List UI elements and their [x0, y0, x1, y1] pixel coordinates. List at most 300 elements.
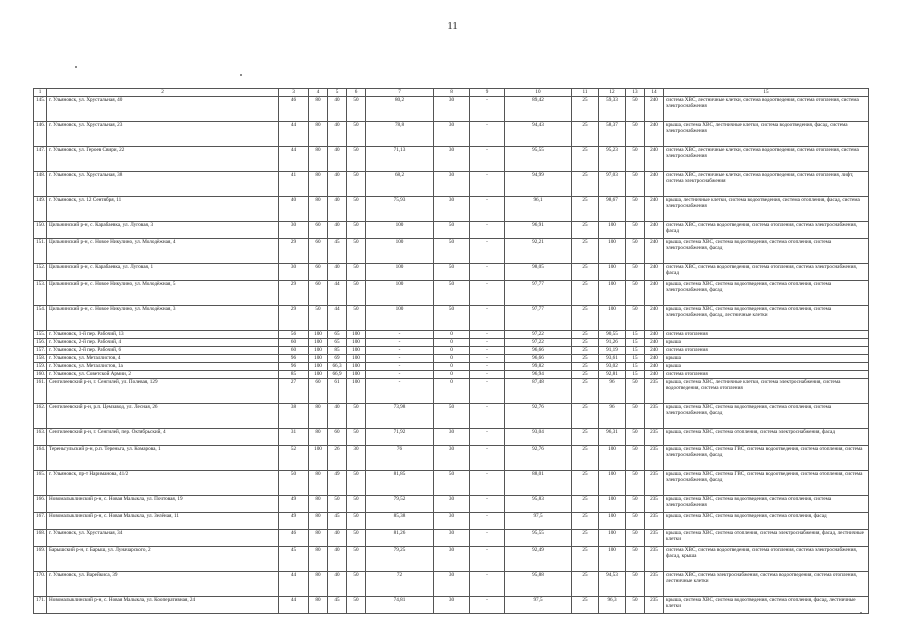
value-cell: 96,3 [599, 597, 626, 614]
value-cell: 40 [328, 172, 347, 197]
works-cell: крыша, система ХВС, система ГВС, система водоотведения, система отопления, система электроснабжения, фасад [664, 446, 869, 471]
value-cell: 85 [328, 347, 347, 355]
value-cell: - [470, 355, 505, 363]
value-cell: 100 [599, 513, 626, 530]
value-cell: - [470, 513, 505, 530]
address-cell: Сенгилеевский р-н, р.п. Цемзавод, ул. Лесная, 26 [47, 404, 279, 429]
value-cell: 60 [328, 429, 347, 446]
table-row [34, 147, 869, 172]
value-cell: 50 [626, 429, 645, 446]
value-cell: 97,22 [505, 339, 572, 347]
row-number: 158. [34, 355, 47, 363]
value-cell: 30 [434, 496, 470, 513]
value-cell: 100 [599, 222, 626, 239]
row-number: 159. [34, 363, 47, 371]
value-cell: 66,9 [328, 371, 347, 379]
value-cell: 44 [328, 281, 347, 306]
value-cell: 25 [572, 597, 599, 614]
value-cell: 240 [645, 371, 664, 379]
value-cell: 50 [626, 404, 645, 429]
column-number: 15 [664, 89, 869, 97]
value-cell: 50 [626, 222, 645, 239]
table-row [34, 547, 869, 572]
value-cell: 25 [572, 97, 599, 122]
value-cell: 40 [328, 547, 347, 572]
works-cell: система отопления [664, 371, 869, 379]
value-cell: 45 [328, 239, 347, 264]
value-cell: 97,5 [505, 597, 572, 614]
value-cell: 25 [572, 513, 599, 530]
value-cell: 235 [645, 471, 664, 496]
table-row [34, 172, 869, 197]
value-cell: 40 [328, 222, 347, 239]
value-cell: - [470, 547, 505, 572]
value-cell: 40 [328, 147, 347, 172]
value-cell: 94,43 [505, 122, 572, 147]
value-cell: 25 [572, 339, 599, 347]
table-row [34, 429, 869, 446]
value-cell: - [470, 97, 505, 122]
value-cell: 25 [572, 547, 599, 572]
value-cell: 50 [347, 306, 366, 331]
value-cell: 79,52 [366, 496, 434, 513]
column-number: 12 [599, 89, 626, 97]
value-cell: 31 [279, 429, 309, 446]
value-cell: 94,53 [599, 572, 626, 597]
value-cell: 89,42 [505, 97, 572, 122]
value-cell: 0 [434, 339, 470, 347]
column-number: 14 [645, 89, 664, 97]
value-cell: - [470, 147, 505, 172]
value-cell: 50 [626, 496, 645, 513]
value-cell: 80 [309, 597, 328, 614]
value-cell: 0 [434, 379, 470, 404]
value-cell: 25 [572, 355, 599, 363]
value-cell: 240 [645, 331, 664, 339]
value-cell: 15 [626, 339, 645, 347]
value-cell: 72 [366, 572, 434, 597]
works-cell: крыша, система ХВС, система водоотведения, система отопления, фасад, лестничные клетки [664, 597, 869, 614]
value-cell: 25 [572, 331, 599, 339]
value-cell: 50 [347, 147, 366, 172]
works-cell: система ХВС, система электроснабжения, система водоотведения, система отопления, лестничные клетки [664, 572, 869, 597]
table-row [34, 572, 869, 597]
value-cell: 66,3 [328, 363, 347, 371]
scan-speck [240, 74, 242, 76]
value-cell: 44 [328, 306, 347, 331]
value-cell: 60 [279, 347, 309, 355]
value-cell: 29 [279, 281, 309, 306]
value-cell: 25 [572, 222, 599, 239]
value-cell: 60 [279, 339, 309, 347]
value-cell: 50 [626, 147, 645, 172]
value-cell: - [470, 339, 505, 347]
value-cell: 88,01 [505, 471, 572, 496]
value-cell: 25 [572, 197, 599, 222]
row-number: 169. [34, 547, 47, 572]
value-cell: 75,93 [366, 197, 434, 222]
address-cell: г. Ульяновск, ул. Советской Армии, 2 [47, 371, 279, 379]
value-cell: - [470, 197, 505, 222]
works-cell: крыша, система ХВС, система водоотведения, система отопления, система электроснабжения [664, 496, 869, 513]
value-cell: 30 [434, 172, 470, 197]
works-cell: система ХВС, лестничные клетки, система водоотведения, система отопления, лифт, система электроснабжения [664, 172, 869, 197]
value-cell: 71,13 [366, 147, 434, 172]
column-number: 9 [470, 89, 505, 97]
value-cell: 50 [347, 172, 366, 197]
value-cell: 100 [599, 496, 626, 513]
value-cell: 76 [366, 446, 434, 471]
value-cell: 100 [347, 347, 366, 355]
value-cell: 95,88 [505, 572, 572, 597]
value-cell: 87,48 [505, 379, 572, 404]
value-cell: 81,85 [366, 471, 434, 496]
address-cell: г. Ульяновск, 2-й пер. Рабочий, 4 [47, 339, 279, 347]
value-cell: 100 [347, 355, 366, 363]
table-row [34, 404, 869, 429]
value-cell: 58,37 [599, 122, 626, 147]
value-cell: 0 [434, 347, 470, 355]
row-number: 145. [34, 97, 47, 122]
table-row [34, 471, 869, 496]
row-number: 163. [34, 429, 47, 446]
address-cell: г. Ульяновск, ул. Металлистов, 4 [47, 355, 279, 363]
value-cell: - [470, 363, 505, 371]
page-number: 11 [447, 20, 458, 32]
value-cell: 96,94 [505, 371, 572, 379]
value-cell: 50 [626, 264, 645, 281]
value-cell: 50 [626, 172, 645, 197]
value-cell: - [366, 347, 434, 355]
value-cell: - [470, 371, 505, 379]
address-cell: Новомалыклинский р-н, с. Новая Малыкла, ул. Кооперативная, 24 [47, 597, 279, 614]
value-cell: 50 [626, 572, 645, 597]
works-cell: крыша, лестничные клетки, система водоотведения, система отопления, фасад, система электроснабжения [664, 197, 869, 222]
value-cell: 25 [572, 363, 599, 371]
value-cell: 235 [645, 547, 664, 572]
works-cell: система ХВС, лестничные клетки, система водоотведения, система отопления, система электроснабжения [664, 147, 869, 172]
value-cell: 69 [328, 355, 347, 363]
table-row [34, 446, 869, 471]
value-cell: 25 [572, 379, 599, 404]
value-cell: 91,19 [599, 347, 626, 355]
address-cell: Цильнинский р-н, с. Новое Никулино, ул. Молодёжная, 3 [47, 306, 279, 331]
value-cell: 100 [309, 331, 328, 339]
value-cell: 50 [347, 513, 366, 530]
value-cell: 235 [645, 597, 664, 614]
value-cell: 90,55 [599, 331, 626, 339]
value-cell: 240 [645, 281, 664, 306]
address-cell: г. Ульяновск, 2-й пер. Рабочий, 6 [47, 347, 279, 355]
address-cell: г. Ульяновск, ул. Хрустальная, 40 [47, 97, 279, 122]
address-cell: г. Ульяновск, ул. 12 Сентября, 11 [47, 197, 279, 222]
scan-speck [75, 66, 77, 68]
row-number: 153. [34, 281, 47, 306]
value-cell: 50 [626, 97, 645, 122]
value-cell: 80 [309, 197, 328, 222]
value-cell: 99,82 [505, 363, 572, 371]
value-cell: 92,49 [505, 547, 572, 572]
value-cell: 93,02 [599, 363, 626, 371]
value-cell: 98,05 [505, 264, 572, 281]
value-cell: 96 [599, 404, 626, 429]
row-number: 167. [34, 513, 47, 530]
address-cell: Новомалыклинский р-н, с. Новая Малыкла, ул. Почтовая, 19 [47, 496, 279, 513]
value-cell: 95,83 [505, 496, 572, 513]
value-cell: 30 [434, 513, 470, 530]
value-cell: 40 [328, 197, 347, 222]
value-cell: - [470, 281, 505, 306]
value-cell: 96,66 [505, 355, 572, 363]
value-cell: 80 [309, 572, 328, 597]
value-cell: 50 [434, 239, 470, 264]
value-cell: 50 [347, 404, 366, 429]
value-cell: 50 [347, 264, 366, 281]
value-cell: 25 [572, 371, 599, 379]
value-cell: - [470, 429, 505, 446]
value-cell: 100 [309, 339, 328, 347]
value-cell: 30 [434, 572, 470, 597]
value-cell: 40 [328, 572, 347, 597]
value-cell: 30 [434, 97, 470, 122]
row-number: 156. [34, 339, 47, 347]
address-cell: г. Ульяновск, 1-й пер. Рабочий, 13 [47, 331, 279, 339]
value-cell: - [470, 239, 505, 264]
row-number: 170. [34, 572, 47, 597]
value-cell: 60 [309, 264, 328, 281]
value-cell: 235 [645, 404, 664, 429]
value-cell: 50 [626, 122, 645, 147]
registry-table [33, 88, 869, 614]
value-cell: 60 [309, 239, 328, 264]
value-cell: 44 [279, 147, 309, 172]
value-cell: 40 [279, 197, 309, 222]
value-cell: - [470, 264, 505, 281]
value-cell: 93,61 [599, 355, 626, 363]
value-cell: 50 [347, 222, 366, 239]
works-cell: крыша [664, 363, 869, 371]
value-cell: 80 [309, 172, 328, 197]
column-number: 6 [347, 89, 366, 97]
value-cell: - [470, 597, 505, 614]
column-number: 1 [34, 89, 47, 97]
value-cell: 15 [626, 331, 645, 339]
value-cell: 100 [599, 306, 626, 331]
value-cell: 97,5 [505, 513, 572, 530]
value-cell: 92,76 [505, 404, 572, 429]
value-cell: 100 [599, 471, 626, 496]
value-cell: 15 [626, 355, 645, 363]
value-cell: - [470, 572, 505, 597]
works-cell: крыша, система ХВС, система водоотведения, система отопления, система электроснабжения, фасад, лестничные клетки [664, 306, 869, 331]
value-cell: 240 [645, 264, 664, 281]
table-row [34, 264, 869, 281]
value-cell: 50 [626, 547, 645, 572]
value-cell: 50 [328, 496, 347, 513]
value-cell: 96 [599, 379, 626, 404]
value-cell: 25 [572, 446, 599, 471]
value-cell: 40 [328, 122, 347, 147]
value-cell: 100 [366, 239, 434, 264]
address-cell: г. Ульяновск, ул. Варейкиса, 39 [47, 572, 279, 597]
value-cell: 45 [279, 547, 309, 572]
value-cell: 50 [626, 281, 645, 306]
value-cell: 50 [347, 197, 366, 222]
value-cell: 97,77 [505, 281, 572, 306]
value-cell: 25 [572, 147, 599, 172]
value-cell: 50 [434, 222, 470, 239]
value-cell: 49 [328, 471, 347, 496]
value-cell: 96 [279, 355, 309, 363]
value-cell: 50 [347, 429, 366, 446]
row-number: 157. [34, 347, 47, 355]
value-cell: 80 [309, 496, 328, 513]
value-cell: - [366, 371, 434, 379]
column-number: 2 [47, 89, 279, 97]
row-number: 154. [34, 306, 47, 331]
value-cell: 96,1 [505, 197, 572, 222]
value-cell: 60 [309, 281, 328, 306]
value-cell: 44 [279, 122, 309, 147]
value-cell: 50 [347, 547, 366, 572]
value-cell: 40 [328, 530, 347, 547]
row-number: 147. [34, 147, 47, 172]
value-cell: - [366, 355, 434, 363]
value-cell: 235 [645, 513, 664, 530]
value-cell: 235 [645, 530, 664, 547]
value-cell: 50 [347, 530, 366, 547]
value-cell: 46 [279, 530, 309, 547]
value-cell: 50 [626, 239, 645, 264]
table-row [34, 122, 869, 147]
value-cell: 49 [279, 513, 309, 530]
value-cell: 97,22 [505, 331, 572, 339]
value-cell: - [366, 379, 434, 404]
value-cell: 235 [645, 379, 664, 404]
row-number: 164. [34, 446, 47, 471]
value-cell: 100 [309, 363, 328, 371]
table-row [34, 496, 869, 513]
value-cell: 100 [309, 347, 328, 355]
value-cell: 240 [645, 347, 664, 355]
value-cell: 80 [309, 147, 328, 172]
address-cell: Барышский р-н, г. Барыш, ул. Луначарского, 2 [47, 547, 279, 572]
value-cell: 80 [309, 530, 328, 547]
value-cell: 85,38 [366, 513, 434, 530]
value-cell: 93,04 [505, 429, 572, 446]
value-cell: 52 [279, 446, 309, 471]
value-cell: 50 [626, 513, 645, 530]
value-cell: 60 [309, 379, 328, 404]
value-cell: 96,31 [599, 429, 626, 446]
value-cell: - [366, 339, 434, 347]
value-cell: 30 [434, 122, 470, 147]
value-cell: 0 [434, 371, 470, 379]
table-row [34, 97, 869, 122]
value-cell: 50 [434, 471, 470, 496]
works-cell: крыша, система ХВС, система водоотведения, система отопления, система электроснабжения, фасад [664, 281, 869, 306]
value-cell: 46 [279, 97, 309, 122]
value-cell: 65 [328, 339, 347, 347]
value-cell: - [470, 379, 505, 404]
table-row [34, 379, 869, 404]
works-cell: крыша, система ХВС, система ГВС, система водоотведения, система отопления, система электроснабжения, фасад [664, 471, 869, 496]
value-cell: 79,25 [366, 547, 434, 572]
value-cell: 100 [599, 446, 626, 471]
value-cell: 29 [279, 306, 309, 331]
value-cell: 240 [645, 97, 664, 122]
value-cell: - [470, 496, 505, 513]
value-cell: 25 [572, 281, 599, 306]
value-cell: 59,33 [599, 97, 626, 122]
value-cell: 100 [366, 281, 434, 306]
value-cell: 240 [645, 147, 664, 172]
row-number: 168. [34, 530, 47, 547]
works-cell: крыша, система ХВС, система водоотведения, система отопления, система электроснабжения, фасад [664, 404, 869, 429]
value-cell: 56 [279, 331, 309, 339]
works-cell: система ХВС, система водоотведения, система отопления, система электроснабжения, фасад [664, 264, 869, 281]
table-row [34, 347, 869, 355]
value-cell: 50 [434, 404, 470, 429]
value-cell: 25 [572, 347, 599, 355]
value-cell: 85 [279, 371, 309, 379]
value-cell: 61 [328, 379, 347, 404]
row-number: 160. [34, 371, 47, 379]
value-cell: 95,55 [505, 530, 572, 547]
value-cell: 91,26 [599, 339, 626, 347]
value-cell: 97,77 [505, 306, 572, 331]
value-cell: 100 [309, 355, 328, 363]
row-number: 162. [34, 404, 47, 429]
row-number: 166. [34, 496, 47, 513]
value-cell: 235 [645, 429, 664, 446]
column-number: 8 [434, 89, 470, 97]
address-cell: Сенгилеевский р-н, г. Сенгилей, пер. Октябрьский, 4 [47, 429, 279, 446]
value-cell: 30 [434, 147, 470, 172]
value-cell: 15 [626, 363, 645, 371]
value-cell: 92,21 [505, 239, 572, 264]
value-cell: 40 [328, 404, 347, 429]
value-cell: 100 [599, 239, 626, 264]
value-cell: 80 [309, 122, 328, 147]
value-cell: 30 [434, 446, 470, 471]
value-cell: 80,2 [366, 97, 434, 122]
column-number: 11 [572, 89, 599, 97]
value-cell: 50 [347, 239, 366, 264]
value-cell: 96 [279, 363, 309, 371]
value-cell: 95,55 [505, 147, 572, 172]
works-cell: система отопления [664, 331, 869, 339]
table-row [34, 197, 869, 222]
value-cell: 49 [279, 496, 309, 513]
value-cell: - [470, 347, 505, 355]
value-cell: 100 [309, 371, 328, 379]
address-cell: г. Ульяновск, ул. Металлистов, 1а [47, 363, 279, 371]
value-cell: 30 [434, 547, 470, 572]
address-cell: Сенгилеевский р-н, г. Сенгилей, ул. Полевая, 129 [47, 379, 279, 404]
value-cell: 100 [366, 306, 434, 331]
address-cell: Цильнинский р-н, с. Новое Никулино, ул. Молодёжная, 4 [47, 239, 279, 264]
row-number: 171. [34, 597, 47, 614]
table-row [34, 530, 869, 547]
value-cell: 60 [309, 222, 328, 239]
value-cell: 50 [347, 122, 366, 147]
value-cell: 44 [279, 597, 309, 614]
table-row [34, 371, 869, 379]
value-cell: 80 [309, 513, 328, 530]
value-cell: 100 [366, 222, 434, 239]
column-number: 3 [279, 89, 309, 97]
